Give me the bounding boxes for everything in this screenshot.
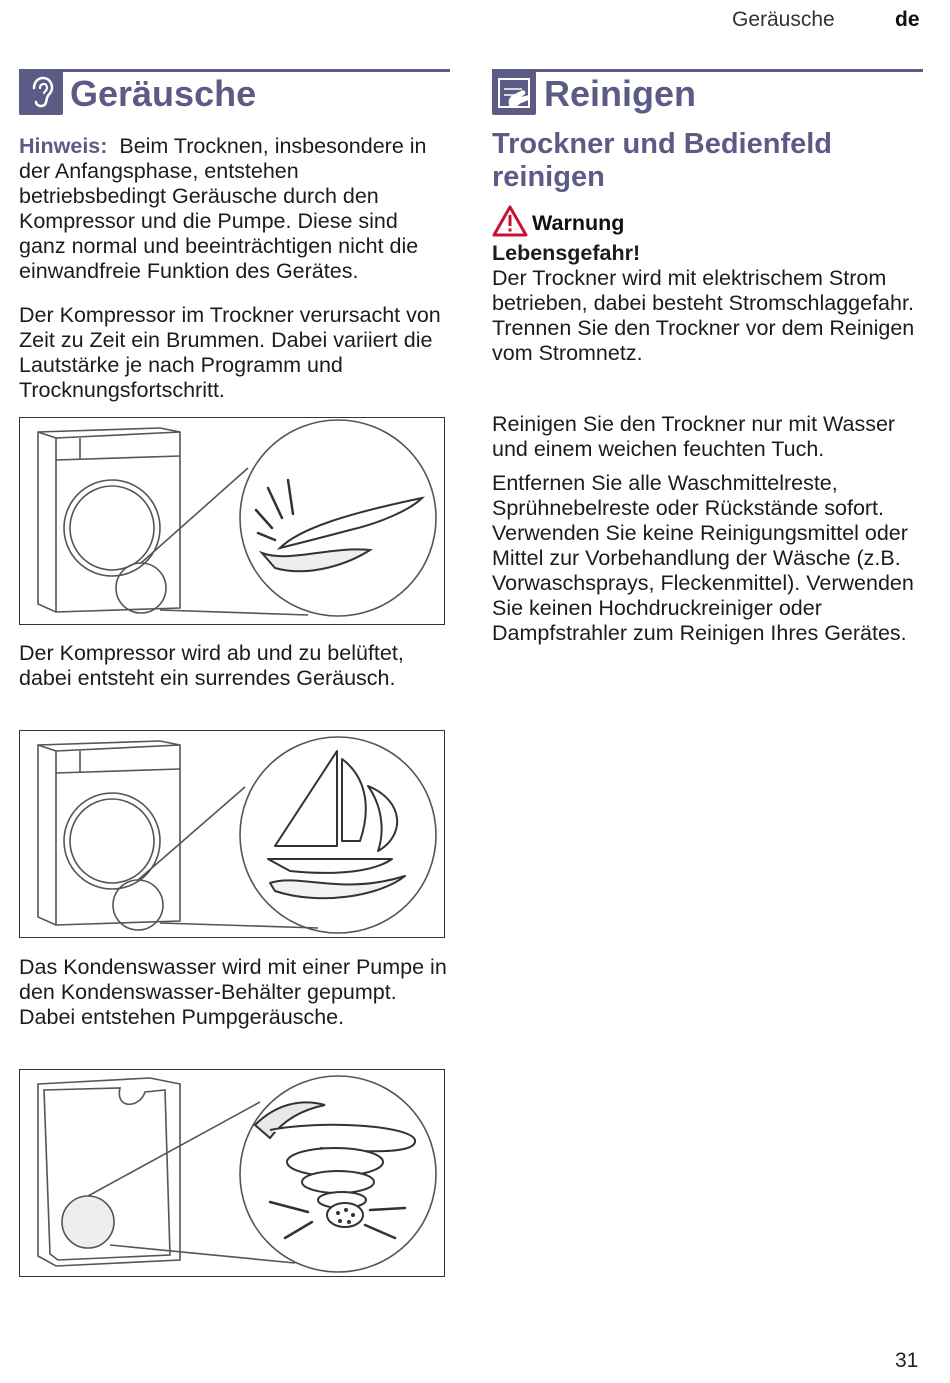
warning-action: Trennen Sie den Trockner vor dem Reinigen vom Stromnetz. [492, 316, 915, 365]
warning-triangle-icon [492, 205, 528, 242]
hint-label: Hinweis: [19, 134, 108, 158]
warning-block [492, 241, 924, 366]
paragraph-wipe: Reinigen Sie den Trockner nur mit Wasser und einem weichen feuchten Tuch. [492, 412, 896, 461]
ear-icon [19, 71, 63, 115]
cleaning-hand-icon [492, 71, 536, 115]
warning-title: Lebensgefahr! [492, 241, 641, 265]
running-header-language: de [895, 8, 920, 31]
section-rule-right [492, 69, 923, 72]
figure-pump [19, 1069, 445, 1277]
paragraph-ventilation: Der Kompressor wird ab und zu belüftet, dabei entsteht ein surrendes Geräusch. [19, 641, 404, 690]
warning-row [492, 205, 624, 242]
warning-label: Warnung [532, 211, 625, 235]
page-number: 31 [895, 1349, 919, 1372]
section-title-noises: Geräusche [70, 73, 257, 114]
warning-text: Der Trockner wird mit elektrischem Strom betrieben, dabei besteht Stromschlaggefahr. [492, 266, 914, 315]
subheading-clean-dryer: Trockner und Bedienfeld reinigen [492, 128, 832, 193]
running-header-section: Geräusche [732, 8, 835, 31]
hint-text: Beim Trocknen, insbesondere in der Anfangsphase, entstehen betriebsbedingt Geräusche durch den Kompressor und die Pumpe. Diese sind ganz normal und beeinträchtigen nicht die einwandfreie Funktion des Gerätes. [19, 134, 427, 283]
figure-compressor-hum [19, 417, 445, 625]
figure-compressor-ventilation [19, 730, 445, 938]
section-title-cleaning: Reinigen [544, 73, 697, 114]
paragraph-remove-residues: Entfernen Sie alle Waschmittelreste, Sprühnebelreste oder Rückstände sofort. Verwenden Sie keine Reinigungsmittel oder Mittel zur Vorbehandlung der Wäsche (z.B. Vorwaschsprays, Fleckenmittel). Verwenden Sie keinen Hochdruckreiniger oder Dampfstrahler zum Reinigen Ihres Gerätes. [492, 471, 914, 645]
section-rule-left [19, 69, 450, 72]
hint-paragraph [19, 134, 449, 284]
paragraph-hum: Der Kompressor im Trockner verursacht von Zeit zu Zeit ein Brummen. Dabei variiert die Lautstärke je nach Programm und Trocknungsfortschritt. [19, 303, 441, 402]
paragraph-pump: Das Kondenswasser wird mit einer Pumpe in den Kondenswasser-Behälter gepumpt. Dabei entstehen Pumpgeräusche. [19, 955, 447, 1029]
